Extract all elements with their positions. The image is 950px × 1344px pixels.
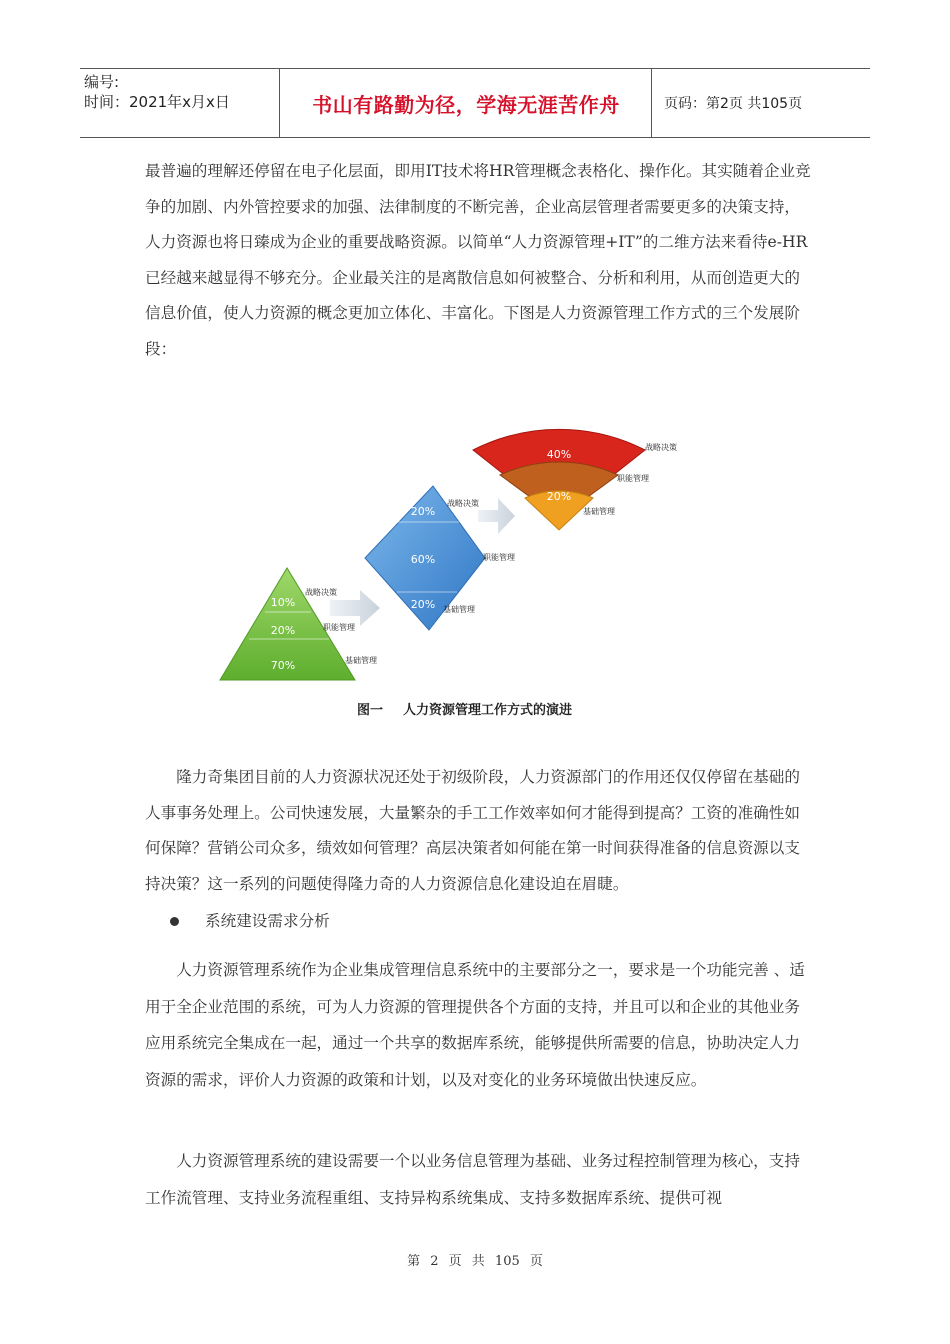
paragraph-system-build: 人力资源管理系统的建设需要一个以业务信息管理为基础、业务过程控制管理为核心，支持工作流管理、支持业务流程重组、支持异构系统集成、支持多数据库系统、提供可视 bbox=[145, 1152, 800, 1207]
bullet-heading-text: 系统建设需求分析 bbox=[205, 912, 330, 930]
stage3-label-function: 职能管理 bbox=[617, 474, 649, 483]
stage-arrow-2 bbox=[478, 498, 515, 534]
stage3-label-strategy: 战略决策 bbox=[645, 443, 677, 452]
stage2-label-function: 职能管理 bbox=[483, 553, 515, 562]
stage1-label-function: 职能管理 bbox=[323, 623, 355, 632]
stage2-value-bottom: 20% bbox=[410, 598, 436, 611]
stage3-value-top: 40% bbox=[546, 413, 572, 426]
caption-number: 图一 bbox=[357, 703, 384, 718]
stage1-label-strategy: 战略决策 bbox=[305, 588, 337, 597]
stage2-label-strategy: 战略决策 bbox=[447, 499, 479, 508]
stage3-label-basic: 基础管理 bbox=[583, 507, 615, 516]
paragraph-intro: 最普遍的理解还停留在电子化层面，即用IT技术将HR管理概念表格化、操作化。其实随着企业竞争的加剧、内外管控要求的加强、法律制度的不断完善，企业高层管理者需要更多的决策支持，人力资源也将日臻成为企业的重要战略资源。以简单“人力资源管理+IT”的二维方法来看待e-HR已经越来越显得不够充分。企业最关注的是离散信息如何被整合、分析和利用，从而创造更大的信息价值，使人力资源的概念更加立体化、丰富化。下图是人力资源管理工作方式的三个发展阶段： bbox=[145, 162, 811, 358]
stage3-value-mid: 40% bbox=[546, 448, 572, 461]
number-label: 编号: bbox=[84, 73, 120, 91]
header-meta bbox=[80, 69, 280, 137]
page-header bbox=[80, 68, 870, 138]
stage2-value-mid: 60% bbox=[410, 553, 436, 566]
stage1-value-top: 10% bbox=[270, 596, 296, 609]
date-label: 时间：2021年x月x日 bbox=[84, 93, 230, 111]
stage2-label-basic: 基础管理 bbox=[443, 605, 475, 614]
caption-text: 人力资源管理工作方式的演进 bbox=[403, 703, 573, 718]
header-motto: 书山有路勤为径，学海无涯苦作舟 bbox=[281, 69, 652, 137]
stage1-pyramid bbox=[220, 568, 377, 680]
figure-caption bbox=[357, 699, 572, 718]
stage3-value-bottom: 20% bbox=[546, 490, 572, 503]
stage-arrow-1 bbox=[330, 590, 380, 626]
header-page-info: 页码：第2页 共105页 bbox=[664, 96, 803, 112]
stage1-value-mid: 20% bbox=[270, 624, 296, 637]
page-footer: 第 2 页 共 105 页 bbox=[407, 1254, 543, 1269]
hr-evolution-figure bbox=[215, 390, 715, 730]
stage2-diamond bbox=[365, 486, 515, 630]
paragraph-system-role: 人力资源管理系统作为企业集成管理信息系统中的主要部分之一，要求是一个功能完善 、适用于全企业范围的系统，可为人力资源的管理提供各个方面的支持，并且可以和企业的其他业务应用系统完全集成在一起，通过一个共享的数据库系统，能够提供所需要的信息，协助决定人力资源的需求，评价人力资源的政策和计划，以及对变化的业务环境做出快速反应。 bbox=[145, 961, 805, 1089]
bullet-heading bbox=[170, 906, 330, 936]
stage1-value-bottom: 70% bbox=[270, 659, 296, 672]
stage2-value-top: 20% bbox=[410, 505, 436, 518]
stage1-label-basic: 基础管理 bbox=[345, 656, 377, 665]
bullet-dot-icon bbox=[170, 917, 179, 926]
paragraph-current-status: 隆力奇集团目前的人力资源状况还处于初级阶段，人力资源部门的作用还仅仅停留在基础的人事事务处理上。公司快速发展，大量繁杂的手工工作效率如何才能得到提高？工资的准确性如何保障？营销公司众多，绩效如何管理？高层决策者如何能在第一时间获得准备的信息资源以支持决策？这一系列的问题使得隆力奇的人力资源信息化建设迫在眉睫。 bbox=[145, 768, 800, 893]
